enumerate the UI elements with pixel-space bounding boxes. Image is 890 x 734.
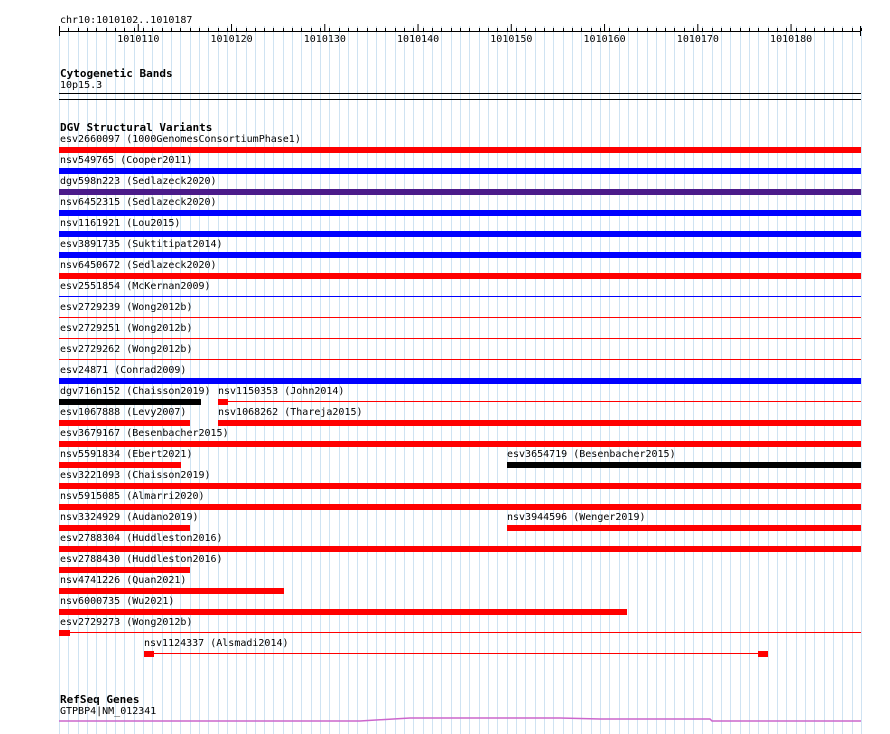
- variant-label[interactable]: [60, 239, 223, 251]
- variant-id[interactable]: nsv6450672: [60, 260, 121, 271]
- ruler-tick-label: 1010170: [676, 34, 719, 45]
- variant-id[interactable]: nsv1161921: [60, 218, 121, 229]
- variant-label[interactable]: [60, 386, 211, 398]
- cytoband-divider-top: [59, 93, 861, 94]
- ruler-tick-label: 1010110: [117, 34, 160, 45]
- variant-label[interactable]: [60, 155, 192, 167]
- variant-bar[interactable]: [59, 441, 861, 447]
- ruler-tick-label: 1010140: [397, 34, 440, 45]
- variant-study: (Lou2015): [120, 218, 181, 229]
- variant-bar[interactable]: [59, 147, 861, 153]
- variant-bar[interactable]: [218, 420, 861, 426]
- variant-study: (Chaisson2019): [120, 386, 211, 397]
- variant-id[interactable]: esv24871: [60, 365, 109, 376]
- variant-label[interactable]: [60, 428, 229, 440]
- variant-id[interactable]: nsv5915085: [60, 491, 121, 502]
- cytoband-label[interactable]: 10p15.3: [60, 80, 103, 91]
- variant-study: (Wong2012b): [120, 302, 193, 313]
- variant-label[interactable]: [144, 638, 289, 650]
- variant-id[interactable]: esv3221093: [60, 470, 121, 481]
- variant-bar[interactable]: [59, 420, 190, 426]
- variant-label[interactable]: [60, 617, 192, 629]
- variant-id[interactable]: nsv5591834: [60, 449, 121, 460]
- variant-bar[interactable]: [59, 359, 861, 360]
- variant-study: (Besenbacher2015): [567, 449, 676, 460]
- variant-bar[interactable]: [507, 462, 861, 468]
- variant-study: (Suktitipat2014): [120, 239, 223, 250]
- variant-study: (Huddleston2016): [120, 533, 223, 544]
- variant-study: (Ebert2021): [120, 449, 193, 460]
- variant-label[interactable]: [60, 554, 223, 566]
- variant-study: (Sedlazeck2020): [120, 260, 217, 271]
- variant-bar[interactable]: [59, 399, 201, 405]
- variant-label[interactable]: [60, 302, 192, 314]
- variant-bar[interactable]: [59, 273, 861, 279]
- variant-id[interactable]: nsv3324929: [60, 512, 121, 523]
- variant-study: (Almarri2020): [120, 491, 205, 502]
- variant-bar[interactable]: [59, 462, 181, 468]
- variant-label[interactable]: [60, 365, 186, 377]
- variant-bar[interactable]: [507, 525, 861, 531]
- variant-id[interactable]: nsv6452315: [60, 197, 121, 208]
- variant-id[interactable]: nsv6000735: [60, 596, 121, 607]
- variant-id[interactable]: dgv598n223: [60, 176, 121, 187]
- variant-study: (Cooper2011): [114, 155, 193, 166]
- variant-id[interactable]: esv3654719: [507, 449, 568, 460]
- cytobands-track-title[interactable]: Cytogenetic Bands: [60, 67, 173, 80]
- variant-label[interactable]: [60, 260, 217, 272]
- variant-study: (Levy2007): [120, 407, 187, 418]
- variant-id[interactable]: esv2729273: [60, 617, 121, 628]
- variant-label[interactable]: [60, 575, 186, 587]
- variant-bar[interactable]: [59, 630, 70, 636]
- variant-study: (Wong2012b): [120, 344, 193, 355]
- variant-label[interactable]: [60, 281, 211, 293]
- variant-bar[interactable]: [59, 231, 861, 237]
- variant-id[interactable]: esv2729239: [60, 302, 121, 313]
- variant-label[interactable]: [218, 386, 344, 398]
- variant-id[interactable]: esv3891735: [60, 239, 121, 250]
- variant-id[interactable]: nsv549765: [60, 155, 115, 166]
- variant-label[interactable]: [507, 449, 676, 461]
- variant-bar[interactable]: [758, 651, 768, 657]
- variant-bar[interactable]: [59, 317, 861, 318]
- dgv-track-title[interactable]: DGV Structural Variants: [60, 121, 213, 134]
- variant-bar[interactable]: [59, 296, 861, 297]
- refseq-track-title[interactable]: RefSeq Genes: [60, 693, 140, 706]
- variant-label[interactable]: [60, 197, 217, 209]
- variant-bar[interactable]: [59, 189, 861, 195]
- variant-extent-line: [228, 401, 861, 402]
- variant-id[interactable]: dgv716n152: [60, 386, 121, 397]
- variant-label[interactable]: [60, 491, 205, 503]
- variant-study: (McKernan2009): [120, 281, 211, 292]
- variant-bar[interactable]: [59, 483, 861, 489]
- variant-id[interactable]: esv2729251: [60, 323, 121, 334]
- variant-study: (Chaisson2019): [120, 470, 211, 481]
- variant-bar[interactable]: [59, 338, 861, 339]
- variant-label[interactable]: [60, 449, 192, 461]
- variant-study: (Alsmadi2014): [204, 638, 289, 649]
- variant-id[interactable]: esv3679167: [60, 428, 121, 439]
- variant-study: (Sedlazeck2020): [120, 197, 217, 208]
- variant-bar[interactable]: [59, 504, 861, 510]
- refseq-gene-label[interactable]: GTPBP4|NM_012341: [60, 706, 157, 717]
- variant-id[interactable]: esv2788304: [60, 533, 121, 544]
- variant-bar[interactable]: [59, 252, 861, 258]
- variant-study: (Audano2019): [120, 512, 199, 523]
- variant-id[interactable]: nsv1068262: [218, 407, 279, 418]
- variant-extent-line: [154, 653, 758, 654]
- variant-label[interactable]: [218, 407, 363, 419]
- variant-bar[interactable]: [59, 378, 861, 384]
- variant-label[interactable]: [60, 176, 217, 188]
- variant-bar[interactable]: [59, 588, 284, 594]
- variant-bar[interactable]: [144, 651, 154, 657]
- variant-study: (Conrad2009): [108, 365, 187, 376]
- ruler-tick-label: 1010160: [583, 34, 626, 45]
- variant-study: (Wu2021): [120, 596, 175, 607]
- variant-bar[interactable]: [59, 168, 861, 174]
- variant-bar[interactable]: [59, 609, 627, 615]
- variant-id[interactable]: nsv1124337: [144, 638, 205, 649]
- variant-study: (Wong2012b): [120, 617, 193, 628]
- variant-study: (Besenbacher2015): [120, 428, 229, 439]
- variant-study: (Huddleston2016): [120, 554, 223, 565]
- position-label: chr10:1010102..1010187: [60, 15, 193, 26]
- ruler-tick-label: 1010130: [303, 34, 346, 45]
- variant-study: (Quan2021): [120, 575, 187, 586]
- variant-id[interactable]: esv2551854: [60, 281, 121, 292]
- variant-label[interactable]: [60, 512, 199, 524]
- variant-id[interactable]: esv2788430: [60, 554, 121, 565]
- ruler-tick-label: 1010120: [210, 34, 253, 45]
- variant-id[interactable]: esv2729262: [60, 344, 121, 355]
- variant-id[interactable]: nsv3944596: [507, 512, 568, 523]
- variant-bar[interactable]: [59, 567, 190, 573]
- variant-label[interactable]: [60, 470, 211, 482]
- variant-bar[interactable]: [59, 210, 861, 216]
- variant-study: (Sedlazeck2020): [120, 176, 217, 187]
- variant-id[interactable]: nsv1150353: [218, 386, 279, 397]
- ruler-tick-label: 1010150: [490, 34, 533, 45]
- variant-id[interactable]: esv2660097: [60, 134, 121, 145]
- cytoband-divider-bottom: [59, 99, 861, 100]
- variant-id[interactable]: nsv4741226: [60, 575, 121, 586]
- variant-label[interactable]: [60, 533, 223, 545]
- variant-id[interactable]: esv1067888: [60, 407, 121, 418]
- variant-study: (1000GenomesConsortiumPhase1): [120, 134, 301, 145]
- variant-label[interactable]: [60, 323, 192, 335]
- variant-label[interactable]: [60, 134, 301, 146]
- variant-label[interactable]: [60, 218, 180, 230]
- variant-study: (Thareja2015): [278, 407, 363, 418]
- variant-study: (Wong2012b): [120, 323, 193, 334]
- ruler-tick-label: 1010180: [770, 34, 813, 45]
- variant-study: (Wenger2019): [567, 512, 646, 523]
- variant-bar[interactable]: [218, 399, 228, 405]
- variant-label[interactable]: [60, 596, 174, 608]
- variant-label[interactable]: [60, 407, 186, 419]
- variant-bar[interactable]: [59, 546, 861, 552]
- variant-label[interactable]: [507, 512, 646, 524]
- variant-bar[interactable]: [59, 525, 190, 531]
- variant-extent-line: [70, 632, 861, 633]
- variant-label[interactable]: [60, 344, 192, 356]
- variant-study: (John2014): [278, 386, 345, 397]
